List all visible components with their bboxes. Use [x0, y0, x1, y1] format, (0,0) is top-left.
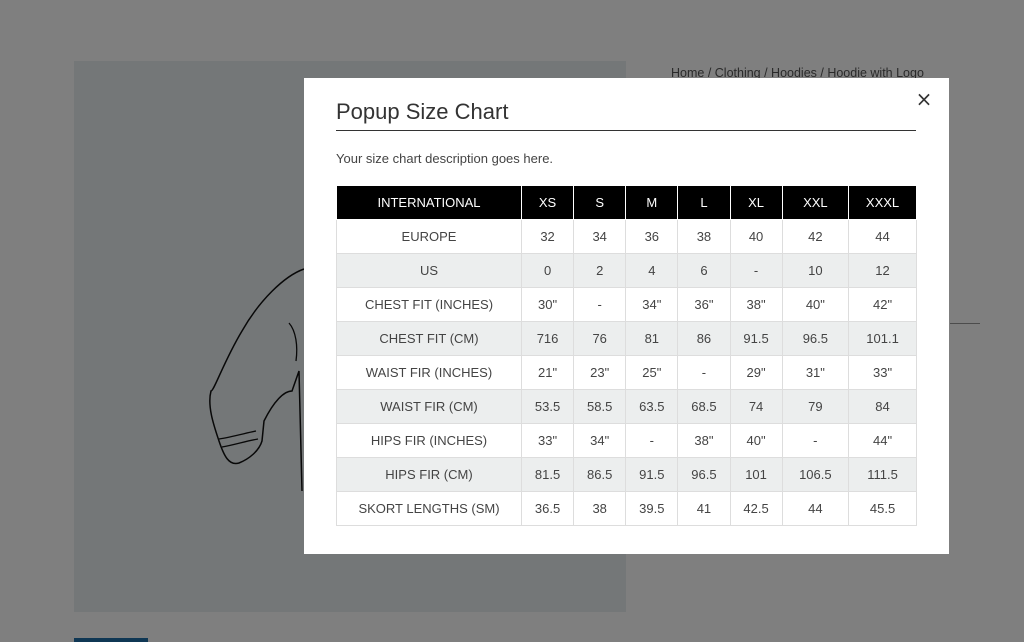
table-cell: 79 [782, 390, 848, 424]
table-cell: 76 [574, 322, 626, 356]
table-cell: HIPS FIR (INCHES) [337, 424, 522, 458]
table-cell: 81 [626, 322, 678, 356]
table-cell: 34" [626, 288, 678, 322]
table-row [337, 356, 917, 390]
table-row [337, 424, 917, 458]
table-cell: 30" [522, 288, 574, 322]
table-cell: 6 [678, 254, 730, 288]
table-cell: 101.1 [849, 322, 917, 356]
table-row [337, 220, 917, 254]
table-cell: 74 [730, 390, 782, 424]
table-cell: 96.5 [678, 458, 730, 492]
table-cell: 34 [574, 220, 626, 254]
table-cell: - [730, 254, 782, 288]
table-cell: 45.5 [849, 492, 917, 526]
table-cell: 44" [849, 424, 917, 458]
table-cell: 41 [678, 492, 730, 526]
table-cell: 21" [522, 356, 574, 390]
column-header: INTERNATIONAL [337, 186, 522, 220]
table-cell: 2 [574, 254, 626, 288]
table-cell: US [337, 254, 522, 288]
table-cell: 111.5 [849, 458, 917, 492]
table-cell: 44 [782, 492, 848, 526]
table-row [337, 288, 917, 322]
table-cell: 96.5 [782, 322, 848, 356]
table-row [337, 458, 917, 492]
table-cell: - [626, 424, 678, 458]
table-cell: HIPS FIR (CM) [337, 458, 522, 492]
table-cell: 40 [730, 220, 782, 254]
table-cell: 86 [678, 322, 730, 356]
table-cell: 32 [522, 220, 574, 254]
table-cell: 4 [626, 254, 678, 288]
table-row [337, 322, 917, 356]
column-header: XS [522, 186, 574, 220]
table-cell: 42 [782, 220, 848, 254]
table-cell: 40" [782, 288, 848, 322]
table-cell: 44 [849, 220, 917, 254]
table-row [337, 492, 917, 526]
table-cell: - [678, 356, 730, 390]
table-cell: 84 [849, 390, 917, 424]
table-cell: 31" [782, 356, 848, 390]
table-cell: 40" [730, 424, 782, 458]
size-chart-table [336, 185, 917, 526]
table-cell: 91.5 [626, 458, 678, 492]
table-cell: SKORT LENGTHS (SM) [337, 492, 522, 526]
table-cell: 12 [849, 254, 917, 288]
column-header: L [678, 186, 730, 220]
table-cell: 106.5 [782, 458, 848, 492]
table-cell: - [782, 424, 848, 458]
column-header: XXL [782, 186, 848, 220]
table-row [337, 390, 917, 424]
table-cell: 42" [849, 288, 917, 322]
table-cell: 33" [849, 356, 917, 390]
table-cell: 101 [730, 458, 782, 492]
table-cell: 36 [626, 220, 678, 254]
modal-title: Popup Size Chart [336, 99, 509, 124]
table-cell: 38 [574, 492, 626, 526]
close-icon[interactable]: × [915, 87, 933, 111]
table-cell: CHEST FIT (INCHES) [337, 288, 522, 322]
table-cell: 36" [678, 288, 730, 322]
table-cell: 38 [678, 220, 730, 254]
table-cell: 36.5 [522, 492, 574, 526]
table-cell: 34" [574, 424, 626, 458]
table-cell: 33" [522, 424, 574, 458]
table-cell: 38" [678, 424, 730, 458]
column-header: XL [730, 186, 782, 220]
table-cell: 39.5 [626, 492, 678, 526]
table-header-row [337, 186, 917, 220]
modal-description: Your size chart description goes here. [336, 151, 554, 166]
table-cell: 63.5 [626, 390, 678, 424]
table-row [337, 254, 917, 288]
table-cell: 91.5 [730, 322, 782, 356]
table-cell: EUROPE [337, 220, 522, 254]
table-cell: 86.5 [574, 458, 626, 492]
table-cell: 23" [574, 356, 626, 390]
table-cell: 10 [782, 254, 848, 288]
table-cell: 0 [522, 254, 574, 288]
column-header: M [626, 186, 678, 220]
table-cell: WAIST FIR (CM) [337, 390, 522, 424]
table-cell: 68.5 [678, 390, 730, 424]
table-cell: WAIST FIR (INCHES) [337, 356, 522, 390]
title-divider [336, 130, 916, 131]
table-cell: 58.5 [574, 390, 626, 424]
column-header: S [574, 186, 626, 220]
table-cell: CHEST FIT (CM) [337, 322, 522, 356]
column-header: XXXL [849, 186, 917, 220]
table-cell: 38" [730, 288, 782, 322]
table-cell: 81.5 [522, 458, 574, 492]
table-cell: - [574, 288, 626, 322]
table-cell: 53.5 [522, 390, 574, 424]
size-chart-modal [304, 78, 949, 554]
table-cell: 25" [626, 356, 678, 390]
table-cell: 29" [730, 356, 782, 390]
table-cell: 42.5 [730, 492, 782, 526]
table-cell: 716 [522, 322, 574, 356]
